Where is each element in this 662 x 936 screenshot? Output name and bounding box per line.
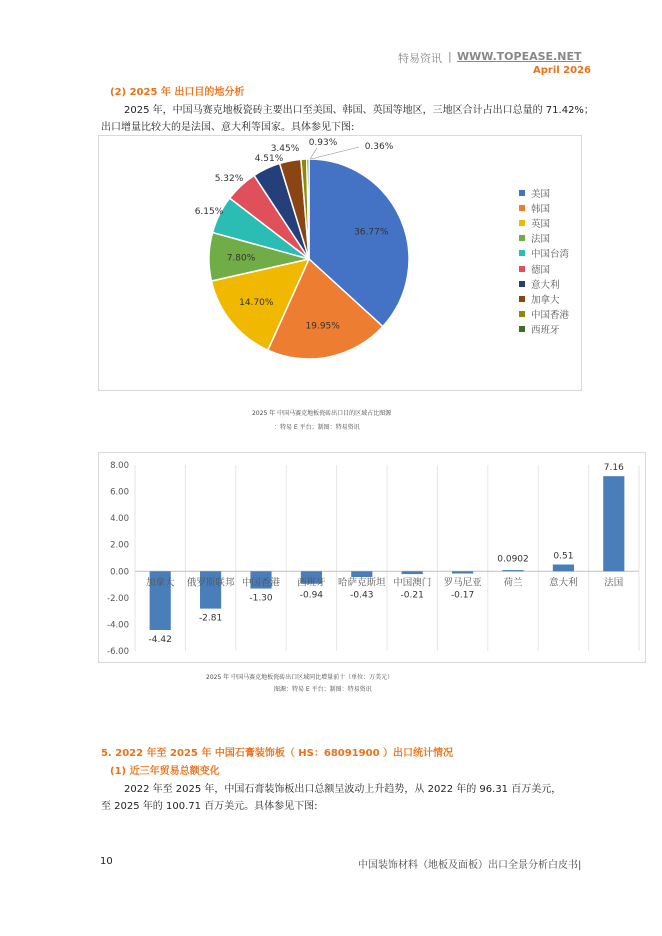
legend-label: 法国 bbox=[531, 234, 551, 246]
section-paragraph-line1: 2025 年，中国马赛克地板瓷砖主要出口至美国、韩国、英国等地区，三地区合计占出口总量的 71.42%； bbox=[124, 105, 594, 116]
bar-value-label: -0.94 bbox=[299, 590, 324, 601]
bar-value-label: -2.81 bbox=[198, 613, 223, 624]
bar bbox=[452, 571, 473, 573]
legend-item bbox=[519, 246, 569, 261]
x-category-label: 罗马尼亚 bbox=[443, 577, 482, 589]
bar bbox=[553, 565, 574, 572]
legend-swatch bbox=[519, 281, 525, 287]
legend-swatch bbox=[519, 250, 525, 256]
pie-data-label: 19.95% bbox=[305, 321, 340, 332]
legend-label: 德国 bbox=[531, 264, 551, 276]
bar-value-label: -4.42 bbox=[148, 635, 172, 646]
legend-item bbox=[519, 215, 569, 230]
legend-item bbox=[519, 307, 569, 322]
pie-chart-frame bbox=[98, 135, 582, 391]
legend-item bbox=[519, 261, 569, 276]
x-category-label: 俄罗斯联邦 bbox=[186, 577, 235, 589]
header-date: April 2026 bbox=[533, 65, 591, 76]
page-number: 10 bbox=[100, 856, 113, 867]
x-category-label: 中国澳门 bbox=[393, 577, 432, 589]
legend-swatch bbox=[519, 205, 525, 211]
pie-caption-source: ：特易 E 平台；制图：特易资讯 bbox=[274, 424, 360, 431]
pie-caption-title: 2025 年 中国马赛克地板瓷砖出口目的区域占比图源 bbox=[252, 410, 392, 417]
legend-item bbox=[519, 231, 569, 246]
bar-value-label: -0.43 bbox=[350, 590, 374, 601]
bar-chart bbox=[99, 453, 645, 662]
header-brand: 特易资讯 bbox=[398, 52, 442, 65]
legend-item bbox=[519, 276, 569, 291]
y-tick-label: 2.00 bbox=[110, 540, 129, 551]
y-tick-label: -6.00 bbox=[107, 647, 129, 657]
pie-data-label: 0.93% bbox=[308, 138, 338, 148]
legend-label: 中国台湾 bbox=[531, 249, 570, 261]
x-category-label: 西班牙 bbox=[297, 577, 326, 589]
pie-data-label: 6.15% bbox=[194, 207, 224, 217]
x-category-label: 中国香港 bbox=[241, 577, 281, 589]
legend-swatch bbox=[519, 311, 525, 317]
section-paragraph-line2: 出口增量比较大的是法国、意大利等国家。具体参见下图: bbox=[101, 122, 355, 133]
section5-paragraph-line1: 2022 年至 2025 年，中国石膏装饰板出口总额呈波动上升趋势，从 2022 年的 96.31 百万美元， bbox=[124, 784, 562, 795]
legend-swatch bbox=[519, 220, 525, 226]
legend-swatch bbox=[519, 266, 525, 272]
bar-value-label: -0.21 bbox=[400, 590, 424, 601]
y-tick-label: 4.00 bbox=[110, 514, 129, 525]
legend-swatch bbox=[519, 296, 525, 302]
section-heading-destination: (2) 2025 年 出口目的地分析 bbox=[110, 87, 245, 98]
legend-label: 美国 bbox=[531, 188, 551, 200]
bar-value-label: 7.16 bbox=[603, 463, 624, 474]
x-category-label: 哈萨克斯坦 bbox=[338, 577, 386, 589]
legend-label: 英国 bbox=[531, 218, 551, 230]
legend-label: 加拿大 bbox=[531, 294, 560, 306]
bar-value-label: 0.51 bbox=[553, 551, 574, 562]
section5-heading: 5. 2022 年至 2025 年 中国石膏装饰板（ HS：68091900 ）出口统计情况 bbox=[101, 748, 454, 759]
header-separator: | bbox=[448, 50, 452, 63]
bar bbox=[351, 571, 372, 577]
legend-swatch bbox=[519, 326, 525, 332]
legend-label: 意大利 bbox=[531, 279, 560, 291]
x-category-label: 荷兰 bbox=[503, 577, 523, 589]
pie-data-label: 5.32% bbox=[214, 174, 244, 184]
y-tick-label: 0.00 bbox=[110, 567, 129, 578]
x-category-label: 加拿大 bbox=[145, 577, 175, 589]
pie-data-label: 3.45% bbox=[270, 144, 300, 154]
bar bbox=[603, 476, 624, 571]
legend-swatch bbox=[519, 235, 525, 241]
pie-chart bbox=[99, 136, 581, 390]
pie-data-label: 7.80% bbox=[226, 253, 256, 264]
bar-caption-title: 2025 年 中国马赛克地板瓷砖出口区域同比增量前十（单位：万美元） bbox=[206, 674, 394, 681]
legend-item bbox=[519, 200, 569, 215]
section5-paragraph-line2: 至 2025 年的 100.71 百万美元。具体参见下图: bbox=[101, 801, 318, 812]
bar-value-label: -1.30 bbox=[249, 593, 273, 604]
legend-item bbox=[519, 291, 569, 306]
legend-label: 韩国 bbox=[531, 203, 551, 215]
bar-chart-frame bbox=[98, 452, 646, 663]
pie-data-label: 0.36% bbox=[364, 142, 394, 152]
bar-value-label: -0.17 bbox=[450, 590, 475, 601]
legend-item bbox=[519, 185, 569, 200]
y-tick-label: -2.00 bbox=[107, 593, 129, 604]
y-tick-label: -4.00 bbox=[107, 620, 129, 631]
pie-leader-line bbox=[310, 148, 317, 159]
pie-leader-line bbox=[311, 147, 359, 159]
y-tick-label: 8.00 bbox=[110, 461, 129, 471]
bar-caption-source: 图源：特易 E 平台；制图：特易资讯 bbox=[274, 686, 372, 693]
pie-data-label: 36.77% bbox=[354, 227, 389, 238]
pie-data-label: 14.70% bbox=[239, 297, 274, 308]
pie-data-label: 4.51% bbox=[254, 154, 284, 164]
header-url-link[interactable]: WWW.TOPEASE.NET bbox=[457, 50, 582, 63]
bar-value-label: 0.0902 bbox=[497, 554, 529, 565]
y-tick-label: 6.00 bbox=[110, 487, 129, 498]
bar bbox=[502, 570, 523, 571]
legend-item bbox=[519, 322, 569, 337]
x-category-label: 法国 bbox=[604, 577, 624, 589]
pie-legend bbox=[519, 185, 569, 337]
footer-doc-title: 中国装饰材料（地板及面板）出口全景分析白皮书| bbox=[358, 860, 582, 871]
legend-label: 西班牙 bbox=[531, 325, 560, 337]
x-category-label: 意大利 bbox=[549, 577, 578, 589]
section5-subheading: (1) 近三年贸易总额变化 bbox=[110, 766, 220, 777]
bar bbox=[402, 571, 423, 574]
legend-label: 中国香港 bbox=[531, 310, 570, 322]
legend-swatch bbox=[519, 190, 525, 196]
